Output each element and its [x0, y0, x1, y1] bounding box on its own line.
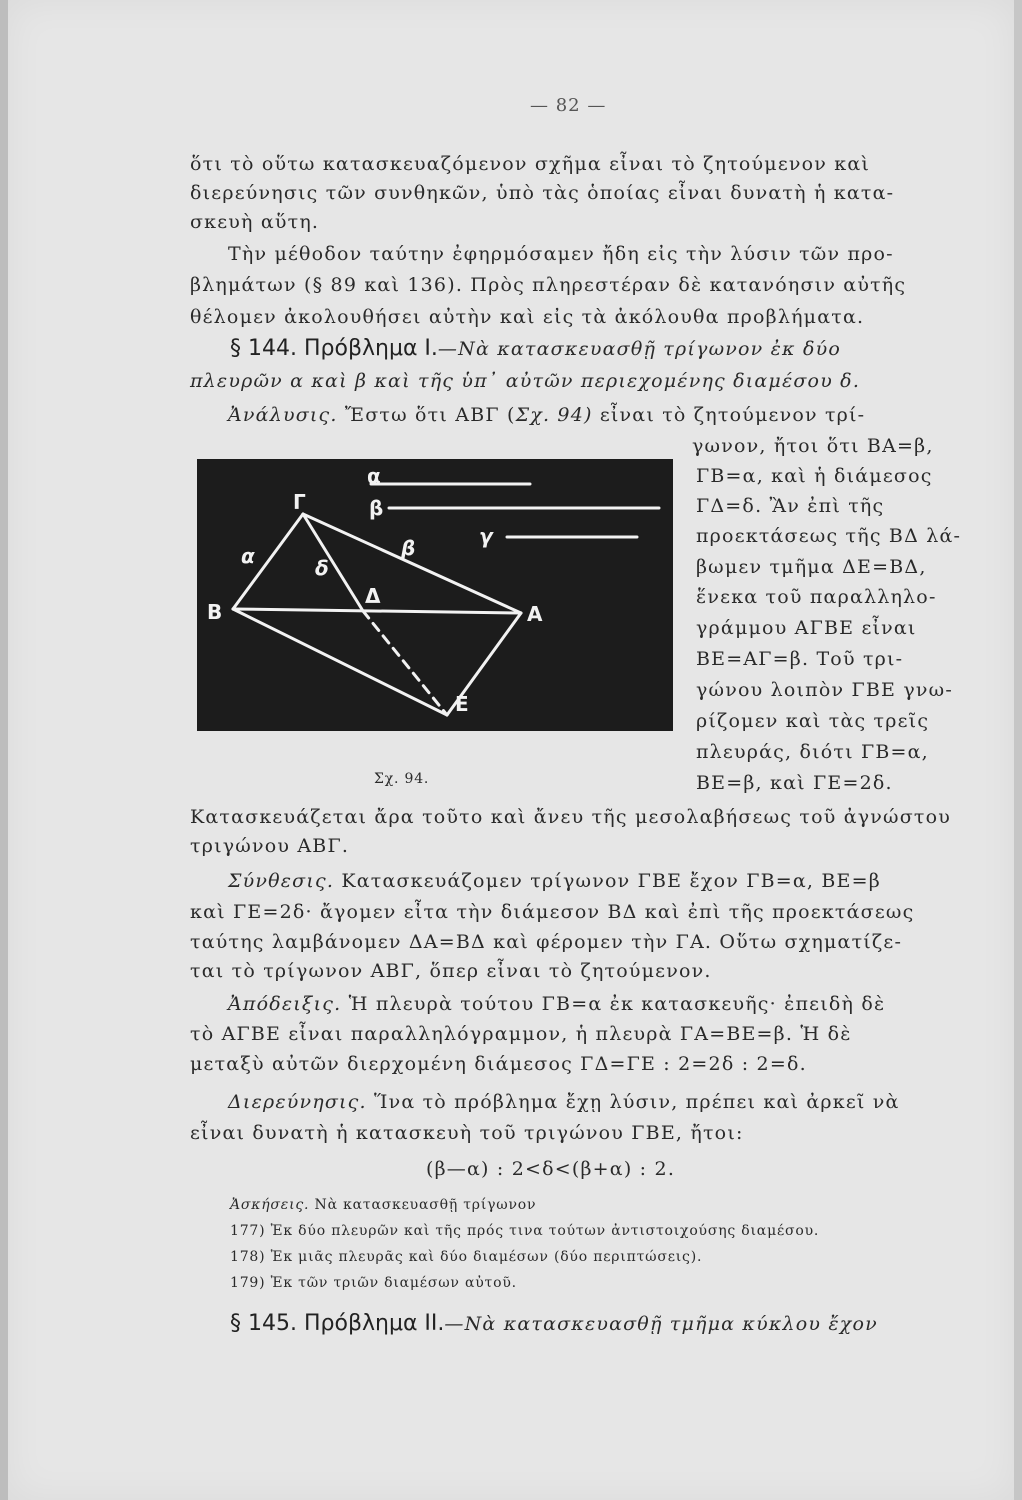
analysis-side-4: προεκτάσεως τῆς ΒΔ λά-: [696, 525, 962, 547]
figure-94-svg: [197, 459, 673, 731]
proof-label: Ἀπόδειξις.: [228, 993, 342, 1015]
problem-144-line: [230, 338, 841, 360]
analysis-side-6: ἕνεκα τοῦ παραλληλο-: [696, 586, 937, 608]
exercise-item-179: 179) Ἐκ τῶν τριῶν διαμέσων αὐτοῦ.: [230, 1275, 517, 1291]
label-E: E: [455, 692, 469, 716]
label-B: B: [207, 600, 223, 624]
label-G: Γ: [293, 490, 306, 514]
proof-line-1: [228, 993, 885, 1015]
analysis-text-b: εἶναι τὸ ζητούμενον τρί-: [592, 404, 866, 426]
problem-145-heading: § 145. Πρόβλημα ΙΙ.: [230, 1311, 445, 1336]
analysis-side-10: ρίζομεν καὶ τὰς τρεῖς: [696, 710, 930, 732]
analysis-line-1: [228, 404, 865, 426]
label-A: A: [527, 602, 543, 626]
analysis-side-8: ΒΕ=ΑΓ=β. Τοῦ τρι-: [696, 648, 904, 670]
analysis-side-2: ΓΒ=α, καὶ ἡ διάμεσος: [696, 465, 933, 487]
problem-144-heading: § 144. Πρόβλημα Ι.: [230, 336, 438, 361]
analysis-side-3: ΓΔ=δ. Ἂν ἐπὶ τῆς: [696, 495, 885, 517]
intro-line-2: διερεύνησις τῶν συνθηκῶν, ὑπὸ τὰς ὁποίας εἶναι δυνατὴ ἡ κατα-: [190, 182, 895, 204]
intro-line-6: θέλομεν ἀκολουθήσει αὐτὴν καὶ εἰς τὰ ἀκόλουθα προβλήματα.: [190, 306, 865, 328]
label-beta: β: [369, 496, 384, 520]
median-extension-DE: [363, 611, 447, 715]
intro-line-4: Τὴν μέθοδον ταύτην ἐφηρμόσαμεν ἤδη εἰς τὴν λύσιν τῶν προ-: [228, 243, 894, 265]
analysis-label: Ἀνάλυσις.: [228, 404, 338, 426]
page-edge-left: [0, 0, 8, 1500]
intro-line-5: βλημάτων (§ 89 καὶ 136). Πρὸς πληρεστέραν δὲ κατανόησιν αὐτῆς: [190, 274, 907, 296]
proof-text-1: Ἡ πλευρὰ τούτου ΓΒ=α ἐκ κατασκευῆς· ἐπειδὴ δὲ: [341, 993, 886, 1015]
label-side-alpha: α: [241, 544, 255, 568]
exercises-heading: [230, 1196, 536, 1214]
label-side-beta: β: [401, 536, 416, 560]
analysis-side-11: πλευράς, διότι ΓΒ=α,: [696, 741, 929, 763]
synthesis-line-1: [228, 870, 881, 892]
analysis-figure-ref: Σχ. 94): [515, 404, 593, 426]
label-gamma: γ: [479, 524, 493, 548]
exercise-item-177: 177) Ἐκ δύο πλευρῶν καὶ τῆς πρός τινα τούτων ἀντιστοιχούσης διαμέσου.: [230, 1223, 820, 1239]
figure-caption: Σχ. 94.: [374, 771, 430, 787]
proof-line-2: τὸ ΑΓΒΕ εἶναι παραλληλόγραμμον, ἡ πλευρὰ ΓΑ=ΒΕ=β. Ἡ δὲ: [190, 1023, 852, 1045]
analysis-side-5: βωμεν τμῆμα ΔΕ=ΒΔ,: [696, 556, 927, 578]
synthesis-line-2: καὶ ΓΕ=2δ· ἄγομεν εἶτα τὴν διάμεσον ΒΔ καὶ ἐπὶ τῆς προεκτάσεως: [190, 901, 915, 923]
analysis-side-7: γράμμου ΑΓΒΕ εἶναι: [696, 617, 917, 639]
problem-145-statement: —Νὰ κατασκευασθῇ τμῆμα κύκλου ἔχον: [444, 1313, 878, 1335]
analysis-side-1: γωνον, ἤτοι ὅτι ΒΑ=β,: [692, 435, 934, 457]
side-BA: [233, 609, 521, 613]
discussion-line-2: εἶναι δυνατὴ ἡ κατασκευὴ τοῦ τριγώνου ΓΒΕ, ἤτοι:: [190, 1122, 744, 1144]
problem-145-line: [230, 1313, 878, 1335]
exercises-label: Ἀσκήσεις.: [230, 1197, 310, 1213]
discussion-label: Διερεύνησις.: [228, 1091, 367, 1113]
synthesis-line-4: ται τὸ τρίγωνον ΑΒΓ, ὅπερ εἶναι τὸ ζητούμενον.: [190, 960, 712, 982]
analysis-after-1: Κατασκευάζεται ἄρα τοῦτο καὶ ἄνευ τῆς μεσολαβήσεως τοῦ ἀγνώστου: [190, 806, 952, 828]
analysis-side-9: γώνου λοιπὸν ΓΒΕ γνω-: [696, 679, 953, 701]
synthesis-text-1: Κατασκευάζομεν τρίγωνον ΓΒΕ ἔχον ΓΒ=α, ΒΕ=β: [334, 870, 881, 892]
synthesis-label: Σύνθεσις.: [228, 870, 335, 892]
exercise-item-178: 178) Ἐκ μιᾶς πλευρᾶς καὶ δύο διαμέσων (δύο περιπτώσεις).: [230, 1249, 703, 1265]
figure-94: [197, 459, 673, 731]
intro-line-3: σκευὴ αὕτη.: [190, 211, 320, 233]
proof-line-3: μεταξὺ αὐτῶν διερχομένη διάμεσος ΓΔ=ΓΕ : 2=2δ : 2=δ.: [190, 1053, 807, 1075]
discussion-line-1: [228, 1091, 900, 1113]
problem-144-statement-2: πλευρῶν α καὶ β καὶ τῆς ὑπ᾽ αὐτῶν περιεχομένης διαμέσου δ.: [190, 370, 861, 392]
side-BE: [233, 609, 447, 715]
analysis-text-a: Ἔστω ὅτι ΑΒΓ (: [344, 404, 516, 426]
synthesis-line-3: ταύτης λαμβάνομεν ΔΑ=ΒΔ καὶ φέρομεν τὴν ΓΑ. Οὕτω σχηματίζε-: [190, 931, 903, 953]
page-edge-right: [1014, 0, 1022, 1500]
label-delta: δ: [315, 556, 329, 580]
analysis-after-2: τριγώνου ΑΒΓ.: [190, 835, 350, 857]
intro-line-1: ὅτι τὸ οὕτω κατασκευαζόμενον σχῆμα εἶναι τὸ ζητούμενον καὶ: [190, 153, 871, 175]
discussion-formula: (β—α) : 2<δ<(β+α) : 2.: [426, 1158, 676, 1180]
discussion-text-1: Ἵνα τὸ πρόβλημα ἔχῃ λύσιν, πρέπει καὶ ἀρκεῖ νὰ: [366, 1091, 900, 1113]
problem-144-statement: —Νὰ κατασκευασθῇ τρίγωνον ἐκ δύο: [437, 338, 841, 360]
label-D: Δ: [365, 584, 381, 608]
exercises-title: Νὰ κατασκευασθῇ τρίγωνον: [309, 1197, 537, 1213]
label-alpha: α: [367, 464, 381, 488]
analysis-side-12: ΒΕ=β, καὶ ΓΕ=2δ.: [696, 772, 893, 794]
page-number: — 82 —: [530, 95, 607, 116]
